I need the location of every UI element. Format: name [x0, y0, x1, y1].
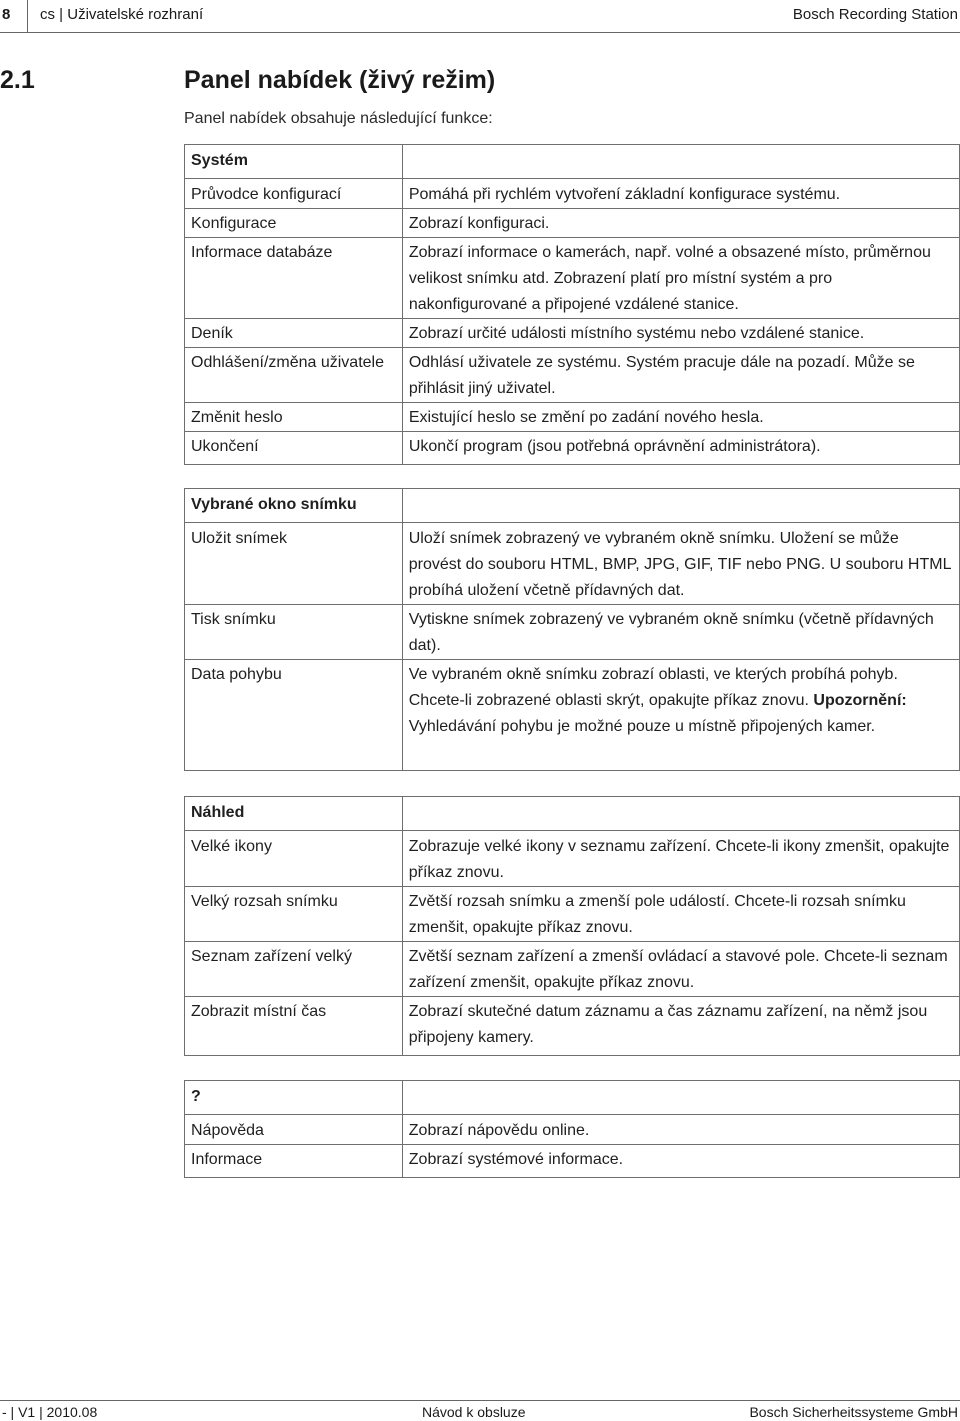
view-table	[184, 796, 960, 1056]
row-desc: Zvětší rozsah snímku a zmenší pole událostí. Chcete-li rozsah snímku zmenšit, opakujte příkaz znovu.	[403, 886, 959, 941]
group-title-empty	[402, 1081, 959, 1115]
table-header-row	[185, 1081, 960, 1115]
row-desc-motion	[403, 659, 959, 766]
page-header	[0, 0, 960, 33]
group-title-empty	[402, 489, 959, 523]
row-desc: Ukončí program (jsou potřebná oprávnění administrátora).	[403, 431, 959, 460]
table-header-row	[185, 489, 960, 523]
heading-number: 2.1	[0, 66, 35, 94]
row-desc: Uloží snímek zobrazený ve vybraném okně snímku. Uložení se může provést do souboru HTML, BMP, JPG, GIF, TIF nebo PNG. U souboru HTML probíhá uložení včetně přídavných dat.	[408, 530, 951, 599]
row-label: Velký rozsah snímku	[185, 886, 402, 941]
group-title: ?	[185, 1081, 403, 1115]
group-title-empty	[402, 797, 959, 831]
row-desc: Ve vybraném okně snímku zobrazí oblasti, ve kterých probíhá pohyb. Chcete-li zobrazené oblasti skrýt, opakujte příkaz znovu.	[408, 666, 898, 709]
row-desc: Zobrazí určité události místního systému nebo vzdálené stanice.	[403, 318, 959, 347]
row-label: Seznam zařízení velký	[185, 941, 402, 996]
system-table	[184, 144, 960, 465]
footer-company: Bosch Sicherheitssysteme GmbH	[749, 1404, 958, 1420]
header-product: Bosch Recording Station	[792, 6, 958, 23]
row-label: Ukončení	[185, 431, 402, 460]
row-label: Uložit snímek	[191, 530, 288, 547]
table-row	[185, 523, 960, 771]
row-desc: Zobrazí systémové informace.	[403, 1144, 959, 1173]
row-label: Odhlášení/změna uživatele	[185, 347, 402, 402]
row-desc: Zobrazí informace o kamerách, např. volné a obsazené místo, průměrnou velikost snímku atd. Zobrazení platí pro místní systém a pro nakonfigurované a připojené vzdálené stanice.	[403, 237, 959, 318]
row-label: Zobrazit místní čas	[185, 996, 402, 1051]
row-desc: Zobrazí nápovědu online.	[408, 1122, 590, 1139]
table-row	[185, 1115, 960, 1178]
group-title: Systém	[185, 145, 403, 179]
row-label: Konfigurace	[185, 208, 402, 237]
table-row	[185, 179, 960, 465]
table-header-row	[185, 797, 960, 831]
image-window-table	[184, 488, 960, 771]
table-row	[185, 831, 960, 1056]
row-label: Deník	[185, 318, 402, 347]
row-label: Změnit heslo	[185, 402, 402, 431]
row-desc: Zobrazuje velké ikony v seznamu zařízení. Chcete-li ikony zmenšit, opakujte příkaz znovu.	[408, 838, 950, 881]
row-label: Data pohybu	[185, 659, 402, 766]
row-desc: Zvětší seznam zařízení a zmenší ovládací a stavové pole. Chcete-li seznam zařízení zmenšit, opakujte příkaz znovu.	[403, 941, 959, 996]
intro-text: Panel nabídek obsahuje následující funkce:	[184, 110, 493, 127]
table-header-row	[185, 145, 960, 179]
note-text: Vyhledávání pohybu je možné pouze u místně připojených kamer.	[408, 718, 876, 735]
page-number: 8	[2, 6, 11, 23]
row-label: Informace databáze	[185, 237, 402, 318]
row-label: Velké ikony	[191, 838, 272, 855]
row-desc: Zobrazí skutečné datum záznamu a čas záznamu zařízení, na němž jsou připojeny kamery.	[403, 996, 959, 1051]
page-footer	[0, 1400, 960, 1421]
row-label: Tisk snímku	[185, 604, 402, 659]
row-label: Nápověda	[191, 1122, 264, 1139]
row-desc: Vytiskne snímek zobrazený ve vybraném okně snímku (včetně přídavných dat).	[403, 604, 959, 659]
row-desc: Odhlásí uživatele ze systému. Systém pracuje dále na pozadí. Může se přihlásit jiný uživatel.	[403, 347, 959, 402]
group-title: Náhled	[185, 797, 403, 831]
row-desc: Zobrazí konfiguraci.	[403, 208, 959, 237]
row-label: Průvodce konfigurací	[191, 186, 342, 203]
group-title: Vybrané okno snímku	[185, 489, 403, 523]
header-divider	[27, 0, 28, 32]
row-label: Informace	[185, 1144, 402, 1173]
footer-version: - | V1 | 2010.08	[2, 1404, 98, 1420]
footer-doc-title: Návod k obsluze	[422, 1404, 526, 1420]
heading-title: Panel nabídek (živý režim)	[184, 66, 496, 94]
group-title-empty	[402, 145, 959, 179]
row-desc: Pomáhá při rychlém vytvoření základní konfigurace systému.	[408, 186, 841, 203]
header-section: cs | Uživatelské rozhraní	[40, 6, 204, 23]
row-desc: Existující heslo se změní po zadání nového hesla.	[403, 402, 959, 431]
help-table	[184, 1080, 960, 1178]
note-label: Upozornění:	[813, 692, 907, 709]
